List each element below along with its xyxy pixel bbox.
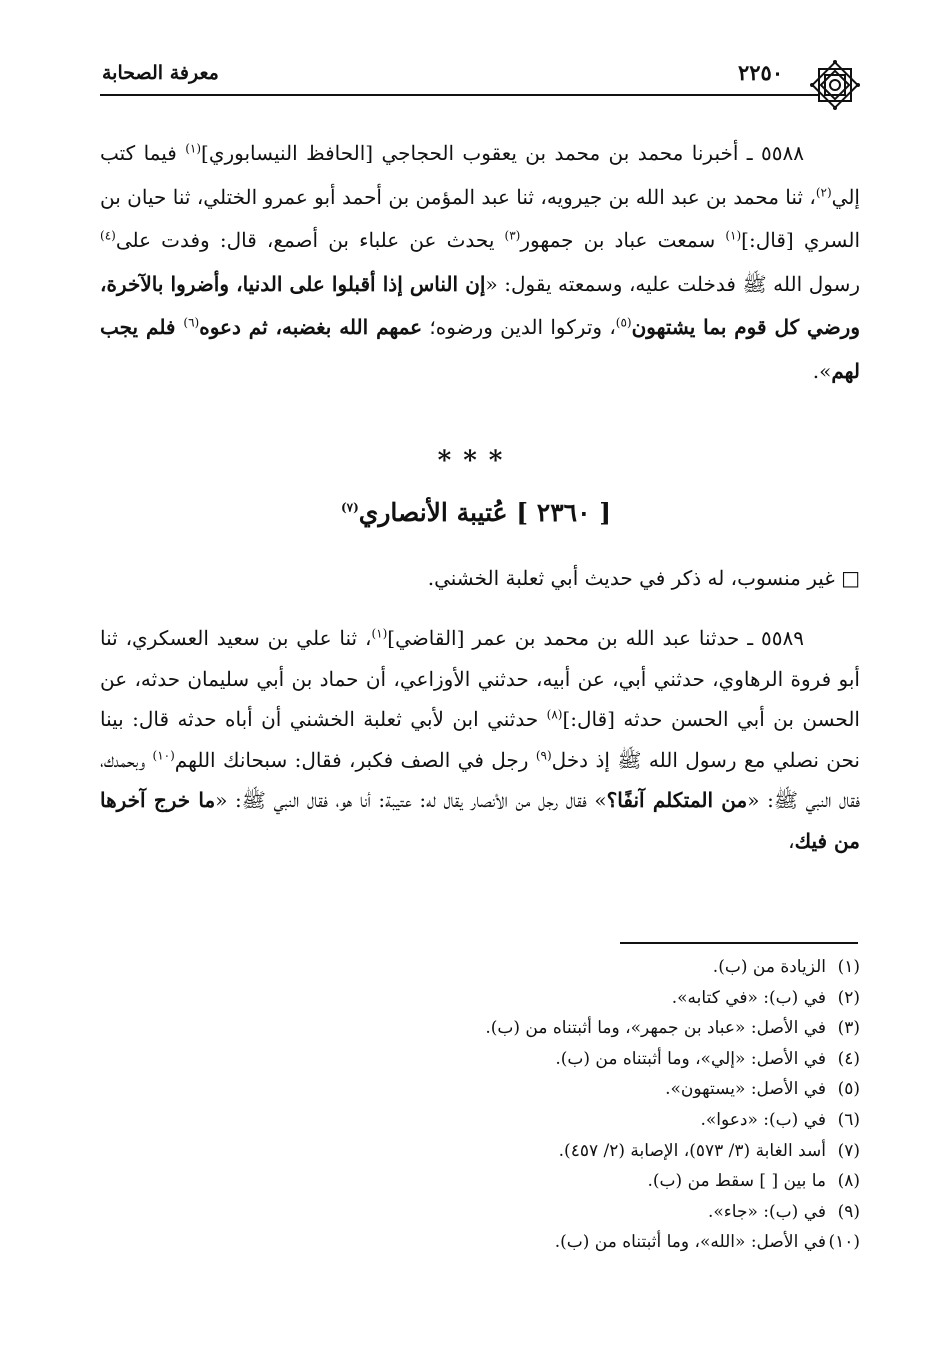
hadith-text: » فقال رجل من الأنصار يقال له: عتيبة: أنا هو، فقال النبي ﷺ: « [215,788,607,812]
hadith-5588 [100,132,860,393]
header-divider [100,94,818,96]
entry-note: □ غير منسوب، له ذكر في حديث أبي ثعلبة الخشني. [427,566,860,590]
footnote-item [160,1105,860,1136]
hadith-paragraph [100,618,860,861]
footnote-ref[interactable]: (٥) [615,315,632,330]
hadith-text: حدثني ابن لأبي ثعلبة الخشني أن أباه حدثه قال: بينا نحن نصلي مع رسول الله ﷺ إذ دخل [100,707,860,772]
footnote-divider [620,942,858,944]
footnote-ref[interactable]: (٤) [100,228,116,243]
hadith-text: ٥٥٨٨ ـ أخبرنا محمد بن محمد بن يعقوب الحجاجي [الحافظ النيسابوري] [201,141,804,165]
hadith-text: سمعت عباد بن جمهور [520,228,726,252]
footnote-ref[interactable]: (١) [725,228,742,243]
footnote-text: في الأصل: «يستهون». [665,1079,826,1100]
footnote-item [160,1197,860,1228]
prophetic-saying: فلم يجب لهم [100,315,860,383]
footnote-item [160,1044,860,1075]
footnote-text: في (ب): «دعوا». [700,1109,826,1130]
page-number: ٢٢٥٠ [738,60,784,85]
footnote-text: ما بين [ ] سقط من (ب). [647,1171,826,1192]
footnote-item [160,1136,860,1167]
hadith-text: ». [812,358,832,383]
hadith-5589 [100,618,860,861]
octagonal-star-ornament-icon [808,58,862,112]
section-separator: *** [437,446,515,476]
prophetic-saying: من المتكلم آنفًا؟ [606,788,748,812]
footnote-number: (٣) [837,1018,860,1039]
footnote-item [160,983,860,1014]
footnote-ref[interactable]: (٢) [815,184,832,199]
footnote-ref[interactable]: (٦) [183,315,200,330]
hadith-text: ، ثنا علي بن سعيد العسكري، ثنا أبو فروة الرهاوي، حدثني أبي، عن أبيه، حدثني الأوزاعي، أن حماد بن أبي سليمان حدثه، عن الحسن بن أبي الحسن حدثه [قال:] [100,626,860,731]
prophetic-saying: إن الناس إذا أقبلوا على الدنيا، وأضروا بالآخرة، ورضي كل قوم بما يشتهون [100,271,860,339]
hadith-text: ، وتركوا الدين ورضوه؛ [422,315,616,339]
footnote-ref[interactable]: (١) [371,626,388,641]
hadith-text: يحدث عن علباء بن أصمع، قال: وفدت على [115,228,505,252]
footnote-item [160,1013,860,1044]
footnote-number: (٥) [837,1079,860,1100]
footnote-number: (٢) [837,987,860,1008]
entry-title-text: [ ٢٣٦٠ ] عُتيبة الأنصاري [358,498,612,527]
hadith-text: ، ثنا محمد بن عبد الله بن جيرويه، ثنا عبد المؤمن بن أحمد أبو عمرو الختلي، ثنا حيان بن السري [قال:] [100,184,861,252]
footnote-text: في الأصل: «الله»، وما أثبتناه من (ب). [554,1232,826,1253]
hadith-paragraph [100,132,860,393]
footnote-number: (٨) [837,1171,860,1192]
footnotes-list [160,952,860,1258]
footnote-text: في (ب): «جاء». [708,1201,826,1222]
footnote-ref[interactable]: (٧) [340,500,359,515]
hadith-text: وبحمدك، فقال النبي ﷺ: « [100,747,860,812]
hadith-text: ٥٥٨٩ ـ حدثنا عبد الله بن محمد بن عمر [القاضي] [387,626,805,650]
footnote-ref[interactable]: (٣) [504,228,521,243]
footnote-item [160,1074,860,1105]
hadith-text: رسول الله ﷺ فدخلت عليه، وسمعته يقول: « [485,271,860,296]
footnote-number: (٧) [837,1140,860,1161]
footnote-ref[interactable]: (١) [185,141,202,156]
prophetic-saying: ما خرج آخرها من فيك [100,788,860,853]
footnote-number: (٤) [837,1048,860,1069]
hadith-text: ، [788,828,795,853]
footnote-ref[interactable]: (٩) [535,747,552,762]
footnote-number: (١٠) [828,1232,860,1253]
footnote-text: في (ب): «في كتابه». [671,987,826,1008]
footnote-ref[interactable]: (١٠) [152,747,175,762]
prophetic-saying: عمهم الله بغضبه، ثم دعوه [199,315,423,339]
footnote-text: في الأصل: «عباد بن جمهر»، وما أثبتناه من (ب). [485,1018,826,1039]
footnote-number: (٩) [837,1201,860,1222]
hadith-text: فيما كتب إلي [100,141,860,209]
hadith-text: رجل في الصف فكبر، فقال: سبحانك اللهم [174,747,536,772]
running-header-title: معرفة الصحابة [102,62,219,84]
footnote-text: الزيادة من (ب). [712,957,826,977]
footnote-text: أسد الغابة (٣/ ٥٧٣)، الإصابة (٢/ ٤٥٧). [558,1140,826,1161]
footnote-item [160,1227,860,1258]
footnote-item [160,952,860,983]
footnote-number: (١) [837,957,860,977]
footnote-item [160,1166,860,1197]
footnote-text: في الأصل: «إلي»، وما أثبتناه من (ب). [555,1048,826,1069]
footnote-number: (٦) [837,1109,860,1130]
entry-title [0,498,952,527]
footnote-ref[interactable]: (٨) [546,707,563,722]
